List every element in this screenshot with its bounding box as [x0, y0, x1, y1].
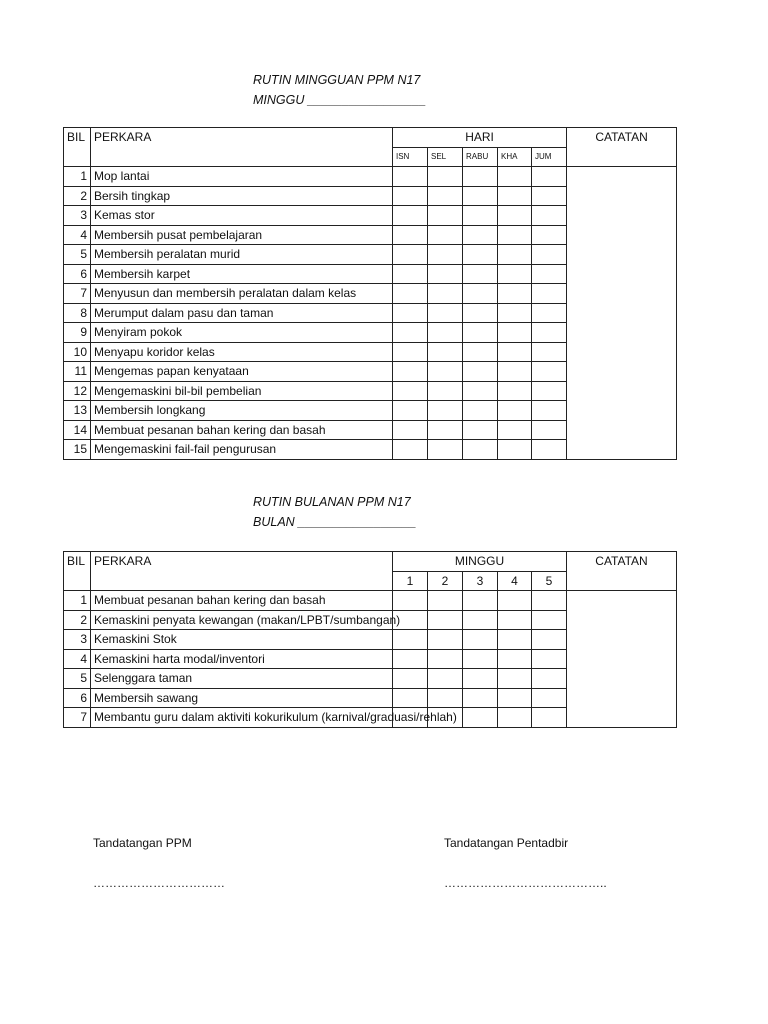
- check-cell[interactable]: [393, 669, 428, 689]
- weekly-header-row: [64, 128, 677, 148]
- check-cell[interactable]: [393, 186, 428, 206]
- check-cell[interactable]: [428, 610, 463, 630]
- check-cell[interactable]: [428, 401, 463, 421]
- bil-cell: 1: [64, 591, 91, 611]
- check-cell[interactable]: [532, 225, 567, 245]
- check-cell[interactable]: [463, 186, 498, 206]
- check-cell[interactable]: [463, 206, 498, 226]
- bil-header: BIL: [64, 552, 91, 591]
- weekly-title: RUTIN MINGGUAN PPM N17: [253, 73, 421, 87]
- catatan-cell[interactable]: [567, 167, 677, 460]
- hari-header: HARI: [393, 128, 567, 148]
- check-cell[interactable]: [428, 206, 463, 226]
- bil-cell: 5: [64, 245, 91, 265]
- check-cell[interactable]: [393, 206, 428, 226]
- perkara-cell: Kemas stor: [91, 206, 393, 226]
- perkara-cell: Membersih pusat pembelajaran: [91, 225, 393, 245]
- check-cell[interactable]: [463, 245, 498, 265]
- check-cell[interactable]: [532, 303, 567, 323]
- perkara-cell: Membuat pesanan bahan kering dan basah: [91, 591, 393, 611]
- check-cell[interactable]: [428, 381, 463, 401]
- check-cell[interactable]: [463, 591, 498, 611]
- check-cell[interactable]: [428, 591, 463, 611]
- perkara-cell: Selenggara taman: [91, 669, 393, 689]
- bil-cell: 5: [64, 669, 91, 689]
- pentadbir-signature-label: Tandatangan Pentadbir: [444, 836, 569, 850]
- check-cell[interactable]: [428, 284, 463, 304]
- check-cell[interactable]: [532, 649, 567, 669]
- check-cell[interactable]: [393, 381, 428, 401]
- bil-cell: 9: [64, 323, 91, 343]
- day-header: KHA: [498, 147, 532, 167]
- check-cell[interactable]: [498, 186, 532, 206]
- check-cell[interactable]: [498, 342, 532, 362]
- bil-cell: 6: [64, 688, 91, 708]
- check-cell[interactable]: [532, 167, 567, 187]
- bil-cell: 11: [64, 362, 91, 382]
- check-cell[interactable]: [532, 708, 567, 728]
- check-cell[interactable]: [532, 264, 567, 284]
- perkara-cell: Menyusun dan membersih peralatan dalam kelas: [91, 284, 393, 304]
- perkara-cell: Membantu guru dalam aktiviti kokurikulum (karnival/graduasi/rehlah): [91, 708, 393, 728]
- bil-cell: 4: [64, 649, 91, 669]
- check-cell[interactable]: [428, 342, 463, 362]
- monthly-routine-table: [63, 551, 677, 728]
- bil-cell: 3: [64, 630, 91, 650]
- catatan-header: CATATAN: [567, 128, 677, 167]
- check-cell[interactable]: [428, 669, 463, 689]
- week-header: 1: [393, 571, 428, 591]
- check-cell[interactable]: [498, 591, 532, 611]
- check-cell[interactable]: [428, 303, 463, 323]
- check-cell[interactable]: [498, 362, 532, 382]
- day-header: ISN: [393, 147, 428, 167]
- day-header: SEL: [428, 147, 463, 167]
- check-cell[interactable]: [532, 591, 567, 611]
- bil-cell: 12: [64, 381, 91, 401]
- monthly-subtitle: BULAN _________________: [253, 515, 417, 529]
- check-cell[interactable]: [463, 649, 498, 669]
- check-cell[interactable]: [428, 245, 463, 265]
- perkara-cell: Menyapu koridor kelas: [91, 342, 393, 362]
- check-cell[interactable]: [393, 440, 428, 460]
- check-cell[interactable]: [463, 708, 498, 728]
- check-cell[interactable]: [532, 186, 567, 206]
- bil-cell: 13: [64, 401, 91, 421]
- check-cell[interactable]: [393, 401, 428, 421]
- perkara-cell: Kemaskini harta modal/inventori: [91, 649, 393, 669]
- check-cell[interactable]: [532, 630, 567, 650]
- perkara-cell: Mengemaskini fail-fail pengurusan: [91, 440, 393, 460]
- perkara-cell: Membersih sawang: [91, 688, 393, 708]
- check-cell[interactable]: [498, 206, 532, 226]
- check-cell[interactable]: [498, 669, 532, 689]
- check-cell[interactable]: [498, 649, 532, 669]
- check-cell[interactable]: [498, 708, 532, 728]
- perkara-cell: Bersih tingkap: [91, 186, 393, 206]
- perkara-cell: Mop lantai: [91, 167, 393, 187]
- check-cell[interactable]: [498, 381, 532, 401]
- check-cell[interactable]: [498, 688, 532, 708]
- check-cell[interactable]: [428, 167, 463, 187]
- check-cell[interactable]: [428, 225, 463, 245]
- check-cell[interactable]: [463, 264, 498, 284]
- check-cell[interactable]: [393, 630, 428, 650]
- check-cell[interactable]: [532, 284, 567, 304]
- check-cell[interactable]: [428, 688, 463, 708]
- check-cell[interactable]: [463, 630, 498, 650]
- check-cell[interactable]: [393, 649, 428, 669]
- check-cell[interactable]: [463, 167, 498, 187]
- bil-cell: 3: [64, 206, 91, 226]
- check-cell[interactable]: [393, 245, 428, 265]
- check-cell[interactable]: [428, 362, 463, 382]
- monthly-title: RUTIN BULANAN PPM N17: [253, 495, 411, 509]
- check-cell[interactable]: [428, 630, 463, 650]
- check-cell[interactable]: [428, 440, 463, 460]
- check-cell[interactable]: [428, 186, 463, 206]
- check-cell[interactable]: [532, 323, 567, 343]
- perkara-cell: Merumput dalam pasu dan taman: [91, 303, 393, 323]
- check-cell[interactable]: [393, 591, 428, 611]
- check-cell[interactable]: [393, 167, 428, 187]
- bil-cell: 15: [64, 440, 91, 460]
- check-cell[interactable]: [428, 649, 463, 669]
- perkara-cell: Mengemaskini bil-bil pembelian: [91, 381, 393, 401]
- check-cell[interactable]: [498, 245, 532, 265]
- perkara-cell: Mengemas papan kenyataan: [91, 362, 393, 382]
- check-cell[interactable]: [393, 303, 428, 323]
- check-cell[interactable]: [463, 381, 498, 401]
- day-header: RABU: [463, 147, 498, 167]
- check-cell[interactable]: [463, 610, 498, 630]
- check-cell[interactable]: [463, 401, 498, 421]
- check-cell[interactable]: [463, 342, 498, 362]
- check-cell[interactable]: [532, 610, 567, 630]
- check-cell[interactable]: [463, 284, 498, 304]
- ppm-signature-label: Tandatangan PPM: [93, 836, 192, 850]
- bil-header: BIL: [64, 128, 91, 167]
- bil-cell: 7: [64, 708, 91, 728]
- bil-cell: 1: [64, 167, 91, 187]
- perkara-header: PERKARA: [91, 128, 393, 167]
- check-cell[interactable]: [532, 206, 567, 226]
- perkara-cell: Kemaskini penyata kewangan (makan/LPBT/sumbangan): [91, 610, 393, 630]
- bil-cell: 7: [64, 284, 91, 304]
- perkara-cell: Membersih peralatan murid: [91, 245, 393, 265]
- check-cell[interactable]: [498, 264, 532, 284]
- bil-cell: 14: [64, 420, 91, 440]
- monthly-header-row: [64, 552, 677, 572]
- weekly-routine-table: [63, 127, 677, 460]
- bil-cell: 6: [64, 264, 91, 284]
- week-header: 2: [428, 571, 463, 591]
- check-cell[interactable]: [532, 440, 567, 460]
- ppm-signature-line: ……………………………: [93, 876, 225, 890]
- check-cell[interactable]: [498, 401, 532, 421]
- check-cell[interactable]: [498, 323, 532, 343]
- check-cell[interactable]: [532, 342, 567, 362]
- check-cell[interactable]: [532, 245, 567, 265]
- check-cell[interactable]: [463, 688, 498, 708]
- check-cell[interactable]: [393, 323, 428, 343]
- check-cell[interactable]: [463, 323, 498, 343]
- pentadbir-signature-line: …………………………………..: [444, 876, 607, 890]
- check-cell[interactable]: [428, 323, 463, 343]
- check-cell[interactable]: [498, 630, 532, 650]
- bil-cell: 8: [64, 303, 91, 323]
- check-cell[interactable]: [498, 284, 532, 304]
- day-header: JUM: [532, 147, 567, 167]
- perkara-cell: Kemaskini Stok: [91, 630, 393, 650]
- catatan-header: CATATAN: [567, 552, 677, 591]
- check-cell[interactable]: [393, 264, 428, 284]
- check-cell[interactable]: [393, 284, 428, 304]
- check-cell[interactable]: [393, 362, 428, 382]
- perkara-cell: Membersih longkang: [91, 401, 393, 421]
- check-cell[interactable]: [498, 420, 532, 440]
- bil-cell: 4: [64, 225, 91, 245]
- check-cell[interactable]: [498, 303, 532, 323]
- check-cell[interactable]: [498, 610, 532, 630]
- check-cell[interactable]: [428, 264, 463, 284]
- minggu-header: MINGGU: [393, 552, 567, 572]
- weekly-subtitle: MINGGU _________________: [253, 93, 427, 107]
- week-header: 5: [532, 571, 567, 591]
- check-cell[interactable]: [393, 342, 428, 362]
- table-row: [64, 591, 677, 611]
- check-cell[interactable]: [463, 362, 498, 382]
- bil-cell: 2: [64, 186, 91, 206]
- table-row: [64, 167, 677, 187]
- check-cell[interactable]: [463, 225, 498, 245]
- check-cell[interactable]: [393, 225, 428, 245]
- check-cell[interactable]: [393, 420, 428, 440]
- check-cell[interactable]: [393, 688, 428, 708]
- bil-cell: 10: [64, 342, 91, 362]
- check-cell[interactable]: [463, 303, 498, 323]
- check-cell[interactable]: [532, 401, 567, 421]
- check-cell[interactable]: [498, 167, 532, 187]
- check-cell[interactable]: [532, 688, 567, 708]
- perkara-cell: Membuat pesanan bahan kering dan basah: [91, 420, 393, 440]
- check-cell[interactable]: [463, 440, 498, 460]
- catatan-cell[interactable]: [567, 591, 677, 728]
- check-cell[interactable]: [532, 420, 567, 440]
- check-cell[interactable]: [463, 420, 498, 440]
- check-cell[interactable]: [498, 440, 532, 460]
- check-cell[interactable]: [532, 669, 567, 689]
- check-cell[interactable]: [428, 420, 463, 440]
- check-cell[interactable]: [532, 362, 567, 382]
- week-header: 4: [498, 571, 532, 591]
- check-cell[interactable]: [463, 669, 498, 689]
- week-header: 3: [463, 571, 498, 591]
- perkara-cell: Menyiram pokok: [91, 323, 393, 343]
- bil-cell: 2: [64, 610, 91, 630]
- check-cell[interactable]: [532, 381, 567, 401]
- check-cell[interactable]: [498, 225, 532, 245]
- perkara-header: PERKARA: [91, 552, 393, 591]
- perkara-cell: Membersih karpet: [91, 264, 393, 284]
